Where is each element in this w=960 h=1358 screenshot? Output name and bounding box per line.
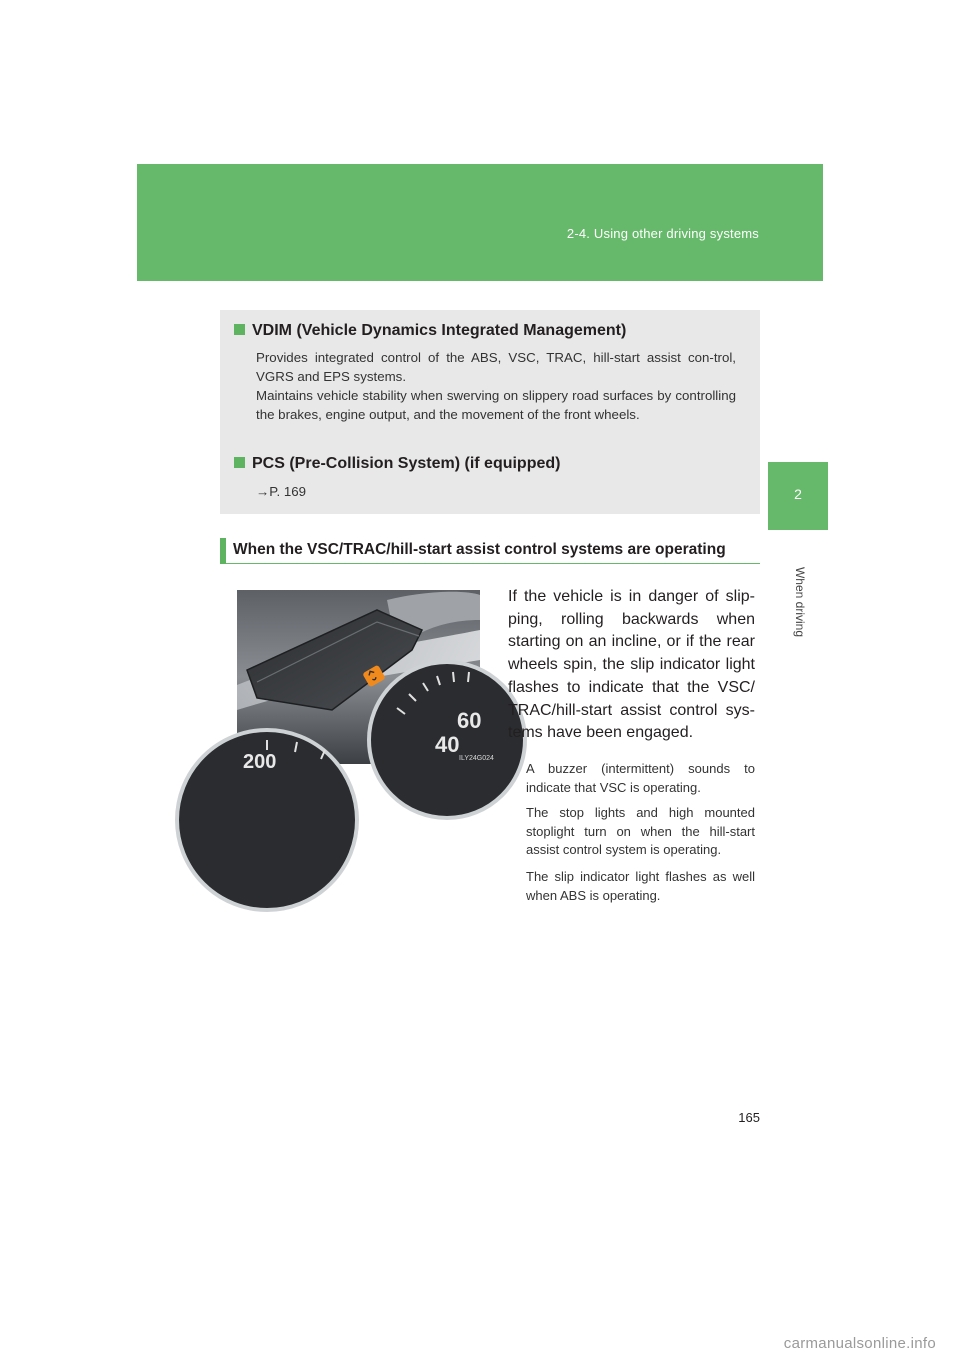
info-heading-vdim: VDIM (Vehicle Dynamics Integrated Management) <box>234 322 626 340</box>
body-paragraph: If the vehicle is in danger of slip-ping, rolling backwards when starting on an incline, or if the rear wheels spin, the slip indicator light flashes to indicate that the VSC/ TRAC/hill-start assist control sys-tems have been engaged. <box>508 588 755 742</box>
note-text: The stop lights and high mounted stoplight turn on when the hill-start assist control system is operating. <box>526 805 755 857</box>
info-text-pcs <box>256 482 736 501</box>
gauge-label-60: 60 <box>457 708 482 733</box>
header-band <box>137 164 823 281</box>
note-text: A buzzer (intermittent) sounds to indicate that VSC is operating. <box>526 761 755 795</box>
watermark: carmanualsonline.info <box>783 1335 936 1352</box>
note-stop-lights <box>526 804 755 860</box>
chapter-tab <box>768 462 828 530</box>
gauge-label-200: 200 <box>243 751 277 773</box>
info-text-vdim <box>256 348 736 424</box>
section-heading-bar <box>220 538 760 564</box>
note-buzzer <box>526 760 755 797</box>
page-reference-link[interactable]: →P. 169 <box>256 484 307 499</box>
image-code: ILY24G024 <box>459 755 494 762</box>
info-heading-pcs: PCS (Pre-Collision System) (if equipped) <box>234 455 560 473</box>
note-text: The slip indicator light flashes as well when ABS is operating. <box>526 869 755 903</box>
chapter-number: 2 <box>794 486 802 502</box>
page-number: 165 <box>738 1110 760 1125</box>
section-title: 2-4. Using other driving systems <box>566 226 759 241</box>
instrument-cluster-illustration <box>237 590 494 773</box>
chapter-label <box>790 552 810 652</box>
note-abs <box>526 868 755 905</box>
section-accent <box>220 538 226 564</box>
square-bullet-icon <box>234 457 245 468</box>
chapter-label-text: When driving <box>793 566 807 638</box>
square-bullet-icon <box>234 324 245 335</box>
info-paragraph: Provides integrated control of the ABS, VSC, TRAC, hill-start assist con-trol, VGRS and EPS systems. <box>256 350 736 384</box>
section-heading: When the VSC/TRAC/hill-start assist control systems are operating <box>233 541 726 558</box>
info-paragraph: Maintains vehicle stability when swerving on slippery road surfaces by controlling the brakes, engine output, and the movement of the front wheels. <box>256 388 736 422</box>
gauge-label-40: 40 <box>435 732 460 757</box>
section-body <box>508 586 755 745</box>
info-box <box>220 310 760 514</box>
